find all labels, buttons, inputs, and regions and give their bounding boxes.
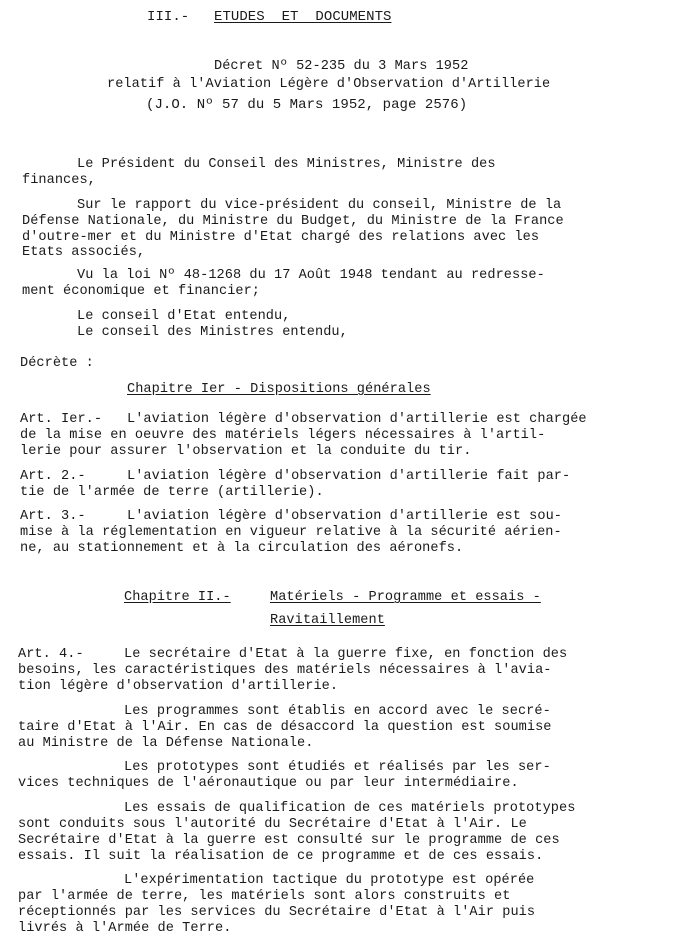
art1-line2: de la mise en oeuvre des matériels légers nécessaires à l'artil- <box>20 428 546 443</box>
ch2-p3-line1: Les prototypes sont étudiés et réalisés par les ser- <box>124 760 551 775</box>
ch2-p4-line3: Secrétaire d'Etat à la guerre est consulté sur le programme de ces <box>18 833 560 848</box>
decrete-label: Décrète : <box>20 356 94 371</box>
decree-title-line2: relatif à l'Aviation Légère d'Observation d'Artillerie <box>107 77 551 92</box>
preamble-p4-line1: Le conseil d'Etat entendu, <box>77 309 291 324</box>
chapter2-title-main: Matériels - Programme et essais - <box>270 590 541 605</box>
art1-label: Art. Ier.- <box>20 412 103 427</box>
ch2-p5-line1: L'expérimentation tactique du prototype est opérée <box>124 873 535 888</box>
art3-line3: ne, au stationnement et à la circulation des aéronefs. <box>20 541 464 556</box>
art3-line1: L'aviation légère d'observation d'artillerie est sou- <box>127 509 563 524</box>
preamble-p1-line2: finances, <box>22 173 96 188</box>
ch2-p2-line1: Les programmes sont établis en accord avec le secré- <box>124 704 551 719</box>
ch2-p4-line2: sont conduits sous l'autorité du Secrétaire d'Etat à l'Air. Le <box>18 817 527 832</box>
preamble-p2-line4: Etats associés, <box>22 245 146 260</box>
art1-line3: lerie pour assurer l'observation et la conduite du tir. <box>20 444 472 459</box>
art2-label: Art. 2.- <box>20 469 86 484</box>
art3-line2: mise à la réglementation en vigueur relative à la sécurité aérien- <box>20 525 562 540</box>
chapter2-title-sub: Ravitaillement <box>270 613 385 628</box>
ch2-p5-line2: par l'armée de terre, les matériels sont alors construits et <box>18 889 511 904</box>
section-number: III.- <box>147 9 190 25</box>
section-title: ETUDES ET DOCUMENTS <box>214 9 392 25</box>
preamble-p2-line3: d'outre-mer et du Ministre d'Etat chargé des relations avec les <box>22 230 540 245</box>
ch2-p4-line4: essais. Il suit la réalisation de ce programme et de ces essais. <box>18 849 544 864</box>
art4-line2: besoins, les caractéristiques des matériels nécessaires à l'avia- <box>18 663 552 678</box>
ch2-p4-line1: Les essais de qualification de ces matériels prototypes <box>124 801 576 816</box>
ch2-p5-line3: réceptionnés par les services du Secrétaire d'Etat à l'Air puis <box>18 905 536 920</box>
art4-line3: tion légère d'observation d'artillerie. <box>18 679 339 694</box>
chapter2-title-number: Chapitre II.- <box>124 590 231 605</box>
art1-line1: L'aviation légère d'observation d'artillerie est chargée <box>127 412 587 427</box>
preamble-p3-line2: ment économique et financier; <box>22 284 261 299</box>
art2-line2: tie de l'armée de terre (artillerie). <box>20 485 324 500</box>
decree-title-line3: (J.O. Nº 57 du 5 Mars 1952, page 2576) <box>146 97 468 113</box>
preamble-p2-line2: Défense Nationale, du Ministre du Budget, du Ministre de la France <box>22 214 564 229</box>
ch2-p3-line2: vices techniques de l'aéronautique ou par leur intermédiaire. <box>18 776 519 791</box>
preamble-p3-line1: Vu la loi Nº 48-1268 du 17 Août 1948 tendant au redresse- <box>77 268 545 283</box>
art4-label: Art. 4.- <box>18 647 84 662</box>
preamble-p4-line2: Le conseil des Ministres entendu, <box>77 325 348 340</box>
decree-title-line1: Décret Nº 52-235 du 3 Mars 1952 <box>214 59 469 74</box>
preamble-p1-line1: Le Président du Conseil des Ministres, Ministre des <box>77 157 496 172</box>
chapter1-title: Chapitre Ier - Dispositions générales <box>127 382 431 397</box>
ch2-p5-line4: livrés à l'Armée de Terre. <box>18 921 232 936</box>
art4-line1: Le secrétaire d'Etat à la guerre fixe, en fonction des <box>124 647 568 662</box>
ch2-p2-line2: taire d'Etat à l'Air. En cas de désaccord la question est soumise <box>18 720 552 735</box>
art3-label: Art. 3.- <box>20 509 86 524</box>
art2-line1: L'aviation légère d'observation d'artillerie fait par- <box>127 469 571 484</box>
ch2-p2-line3: au Ministre de la Défense Nationale. <box>18 736 314 751</box>
preamble-p2-line1: Sur le rapport du vice-président du conseil, Ministre de la <box>77 198 562 213</box>
